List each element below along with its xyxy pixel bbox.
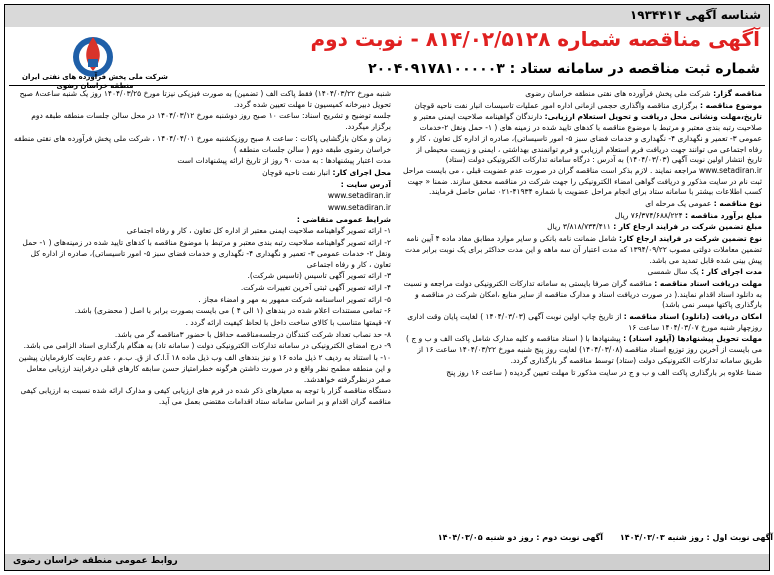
paragraph [400, 112, 762, 198]
paragraph [400, 368, 762, 379]
paragraph-text: ۶- تمامی مستندات اعلام شده در بندهای (۱ الی ۴ ) می بایست بصورت برابر با اصل ( محضری) باشد. [74, 306, 391, 316]
paragraph-text: ۱۰- با استناد به ردیف ۲ ذیل ماده ۱۶ و نیز بندهای الف وب ذیل ماده ۱۸ آ.ا.ک از ق. ب.م ، عدم رعایت کارفرمایان پیشین و این منطقه مطمح نظر واقع و در صورت داشتن هرگونه خطرامتیاز حسن سابقه کارهای قبلی درفرایند ارزیابی معامل صفر درنظرگرفته خواهدشد. [18, 353, 391, 384]
paragraph-label: مبلغ تضمین شرکت در فرایند ارجاع کار : [613, 222, 762, 232]
header-divider [9, 85, 765, 86]
paragraph [13, 318, 391, 329]
paragraph-label: نوع تضمین شرکت در فرایند ارجاع کار: [619, 234, 762, 244]
paragraph-label: محل اجرای کار: [332, 167, 391, 177]
paragraph-label: مناقصه گزار: [713, 89, 762, 98]
paragraph-text: پیشنهادها با ( اسناد مناقصه و کلیه مدارک شامل پاکت الف و ب و ج ) می بایست از آخرین روز توزیع اسناد مناقصه (۱۴۰۴/۰۳/۰۸) لغایت روز پنج شنبه مورخ ۱۴۰۴/۰۳/۲۲ ساعت ۱۶ از طریق سامانه تدارکات الکترونیکی دولت (ستاد) توسط مناقصه گر بارگذاری گردد. [406, 334, 762, 365]
paragraph [400, 267, 762, 278]
paragraph [13, 168, 391, 179]
paragraph-text: شنبه مورخ ۱۴۰۴/۰۳/۲۲) فقط پاکت الف ( تضمین) به صورت فیزیکی نیزتا مورخ ۱۴۰۴/۰۳/۲۵ روز یک شنبه ساعت۸ صبح تحویل دبیرخانه کمیسیون تا مهلت تعیین شده گردد. [19, 89, 391, 109]
paragraph [13, 306, 391, 317]
paragraph [13, 203, 391, 214]
paragraph [400, 199, 762, 210]
paragraph [13, 271, 391, 282]
paragraph-text: ۹- درج امضای الکترونیکی در سامانه تدارکات الکترونیکی دولت ( سامانه تاد) به هنگام بارگذاری اسناد الزامی می باشد. [23, 341, 391, 351]
right-column [400, 89, 762, 521]
paragraph-text: زمان و مکان بازگشایی پاکات : ساعت ۸ صبح روزیکشنبه مورخ ۱۴۰۴/۰۴/۰۱ ، شرکت ملی پخش فرآورده های نفتی منطقه خراسان رضوی طبقه دوم ( سالن جلسات منطقه ) [14, 133, 391, 154]
paragraph-text: ۳- ارائه تصویر آگهی تاسیس (تاسیس شرکت). [247, 271, 391, 281]
paragraph-label: مهلت دریافت اسناد مناقصه : [654, 278, 762, 288]
paragraph [400, 234, 762, 266]
paragraph-text: www.setadiran.ir [328, 203, 391, 213]
paragraph-text: شامل ضمانت نامه بانکی و سایر موارد مطابق مفاد ماده ۴ آیین نامه تضمین معاملات دولتی مصوب ۱۳۹۴/۰۹/۲۲ که مدت اعتبار آن سه ماهه و این مدت حداکثر برای یک نوبت برابر مدت پیش بینی شده قابل تمدید می باشد. [404, 234, 762, 265]
paragraph-text: ۱- ارائه تصویر گواهینامه صلاحیت ایمنی معتبر از اداره کل تعاون ، کار و رفاه اجتماعی [126, 226, 391, 236]
paragraph-label: مبلغ برآورد مناقصه : [685, 210, 762, 220]
paragraph-text: ۳/۸۱۸/۷۳۴/۴۱۱ ریال [547, 222, 614, 232]
paragraph-label: مهلت تحویل پیشنهادها (آپلود اسناد) : [623, 334, 762, 344]
footer-text: روابط عمومی منطقه خراسان رضوی [13, 556, 178, 566]
paragraph [13, 238, 391, 270]
paragraph-text: ۲- ارائه تصویر گواهینامه صلاحیت رتبه بندی معتبر و مرتبط با موضوع مناقصه با کدهای تایید شده در زمینه‌های ( ۱- حمل ونقل ۲- خدمات عمومی ۳- تعمیر و نگهداری ۴- نگهداری و خدمات فضای سبز ۵- امور تاسیساتی)، صادره از اداره کل تعاون ، کار و رفاه اجتماعی [22, 238, 391, 269]
paragraph-label: مدت اجرای کار : [701, 267, 762, 277]
ad-id: شناسه آگهی ۱۹۳۴۴۱۴ [629, 8, 761, 22]
paragraph [400, 89, 762, 100]
paragraph-label: تاریخ،مهلت ونشانی محل دریافت و تحویل استعلام ارزیابی: [544, 112, 762, 122]
paragraph-text: از تاریخ چاپ اولین نوبت آگهی (۱۴۰۴/۰۳/۰۳ ) لغایت پایان وقت اداری روزچهار شنبه مورخ ۱۴۰۴/۰۳/۰۷ ساعت ۱۶ [407, 312, 762, 332]
publication-second: آگهی نوبت دوم : روز دو شنبه ۱۴۰۴/۰۳/۰۵ [437, 533, 604, 542]
ad-id-bar [5, 5, 769, 27]
paragraph [13, 180, 391, 191]
paragraph-text: برگزاری مناقصه واگذاری حجمی ازمانی اداره امور عملیات تاسیسات انبار نفت ناحیه قوچان [414, 100, 700, 110]
paragraph [13, 283, 391, 294]
notice-title: آگهی مناقصه شماره ۸۱۴/۰۲/۵۱۲۸ - نوبت دوم [310, 27, 760, 51]
paragraph-text: یک سال شمسی [647, 267, 702, 277]
paragraph [400, 101, 762, 112]
paragraph-text: انبار نفت ناحیه قوچان [262, 167, 333, 177]
paragraph [13, 89, 391, 110]
paragraph-text: عمومی یک مرحله ای [645, 199, 714, 209]
paragraph [13, 111, 391, 132]
paragraph-text: دستگاه مناقصه گزار با توجه به معیارهای ذکر شده در فرم های ارزیابی کیفی و مدارک ارائه شده نسبت به ارزیابی کیفی مناقصه گران اقدام و بر اساس سامانه ستاد اقدامات مقتضی بعمل می آید. [20, 386, 391, 406]
paragraph-text: ۴- ارائه تصویر آگهی ثبتی آخرین تغییرات شرکت. [240, 282, 391, 292]
paragraph [13, 156, 391, 167]
paragraph [13, 341, 391, 352]
paragraph [400, 312, 762, 333]
paragraph-text: جلسه توضیح و تشریح اسناد: ساعت ۱۰ صبح روز دوشنبه مورخ ۱۴۰۴/۰۳/۱۲ در محل سالن جلسات منطقه طبقه دوم برگزار میگردد. [31, 111, 391, 132]
publication-first: آگهی نوبت اول : روز شنبه ۱۴۰۴/۰۳/۰۳ [619, 533, 773, 542]
paragraph-text: ضمنا علاوه بر بارگذاری پاکت الف و ب و ج در سایت مذکور تا مهلت تعیین گردیده ( ساعت ۱۶ روز پنج [446, 367, 762, 377]
paragraph [13, 330, 391, 341]
paragraph [400, 222, 762, 233]
paragraph-text: شرکت ملی پخش فرآورده های نفتی منطقه خراسان رضوی [525, 89, 714, 98]
paragraph [13, 295, 391, 306]
paragraph [13, 386, 391, 407]
paragraph-label: شرایط عمومی متقاضی : [296, 214, 391, 224]
paragraph [400, 334, 762, 366]
left-column [13, 89, 391, 521]
paragraph-label: نوع مناقصه : [713, 199, 762, 209]
company-name: شرکت ملی پخش فرآورده های نفتی ایران منطقه خراسان رضوی [22, 73, 168, 90]
notice-subtitle: شماره ثبت مناقصه در سامانه ستاد : ۲۰۰۴۰۹۱۷۸۱۰۰۰۰۰۳ [368, 61, 760, 77]
paragraph-label: امکان دریافت (دانلود) اسناد مناقصه : [623, 312, 762, 322]
paragraph-text: ۷- قیمتها متناسب با کالای ساخت داخل با لحاظ کیفیت ارائه گردد . [185, 318, 391, 328]
paragraph-text: ۷۶/۳۷۴/۶۸۸/۲۲۴ ریال [614, 210, 686, 220]
paragraph-text: ۸- حد نصاب تعداد شرکت کنندگان درجلسه‌مناقصه حداقل با حضور ۳مناقصه گر می باشد. [114, 329, 391, 339]
paragraph [13, 134, 391, 155]
paragraph [400, 279, 762, 311]
paragraph [13, 353, 391, 385]
company-logo-icon [33, 29, 153, 79]
paragraph-text: مدت اعتبار پیشنهادها : به مدت ۹۰ روز از تاریخ ارائه پیشنهادات است [177, 156, 391, 166]
paragraph-text: دارندگان گواهینامه صلاحیت ایمنی معتبر و صلاحیت رتبه بندی معتبر و مرتبط با موضوع مناقصه با کدهای تایید شده در زمینه های ( ۱- حمل ونقل ۲-خدمات عمومی ۳- تعمیر و نگهداری ۴- نگهداری و خدمات فضای سبز ۵- امور تاسیساتی)، صادره از اداره کل تعاون ، کار و رفاه اجتماعی می توانند جهت دریافت فرم استعلام ارزیابی و فرم توانمندی بهداشتی ، ایمنی و زیست محیطی از تاریخ انتشار اولین نوبت آگهی (۱۴۰۴/۰۳/۰۳) به آدرس : درگاه سامانه تدارکات الکترونیکی دولت (ستاد) www.setadiran.ir مراجعه نمایند . لازم بذکر است مناقصه گران در صورت عدم عضویت قبلی ، می بایست مراحل ثبت نام در سایت مذکور و دریافت گواهی امضاء الکترونیکی را جهت شرکت در مناقصه محقق سازند. ضمنا « جهت کسب اطلاعات بیشتر با سامانه ستاد برای انجام مراحل عضویت با شماره ۴۱۹۳۴-۰۲۱ تماس حاصل فرمایند. [403, 112, 762, 197]
paragraph [400, 211, 762, 222]
paragraph-label: آدرس سایت : [340, 179, 391, 189]
paragraph-text: www.setadiran.ir [328, 191, 391, 201]
tender-notice [4, 4, 773, 571]
paragraph [13, 215, 391, 226]
paragraph [13, 191, 391, 202]
paragraph-text: مناقصه گران صرفا بایستی به سامانه تدارکات الکترونیکی دولت مراجعه و نسبت به دانلود اسناد اقدام نمایند.( در صورت دریافت اسناد و مدارک مناقصه از سایر منابع ،امکان شرکت در مناقصه و بارگذاری پاکتها میسر نمی باشد) [403, 278, 762, 310]
paragraph-label: موضوع مناقصه : [699, 100, 762, 110]
paragraph-text: ۵- ارائه تصویر اساسنامه شرکت ممهور به مهر و امضاء مجاز . [198, 294, 391, 304]
footer-band [5, 554, 769, 570]
paragraph [13, 226, 391, 237]
